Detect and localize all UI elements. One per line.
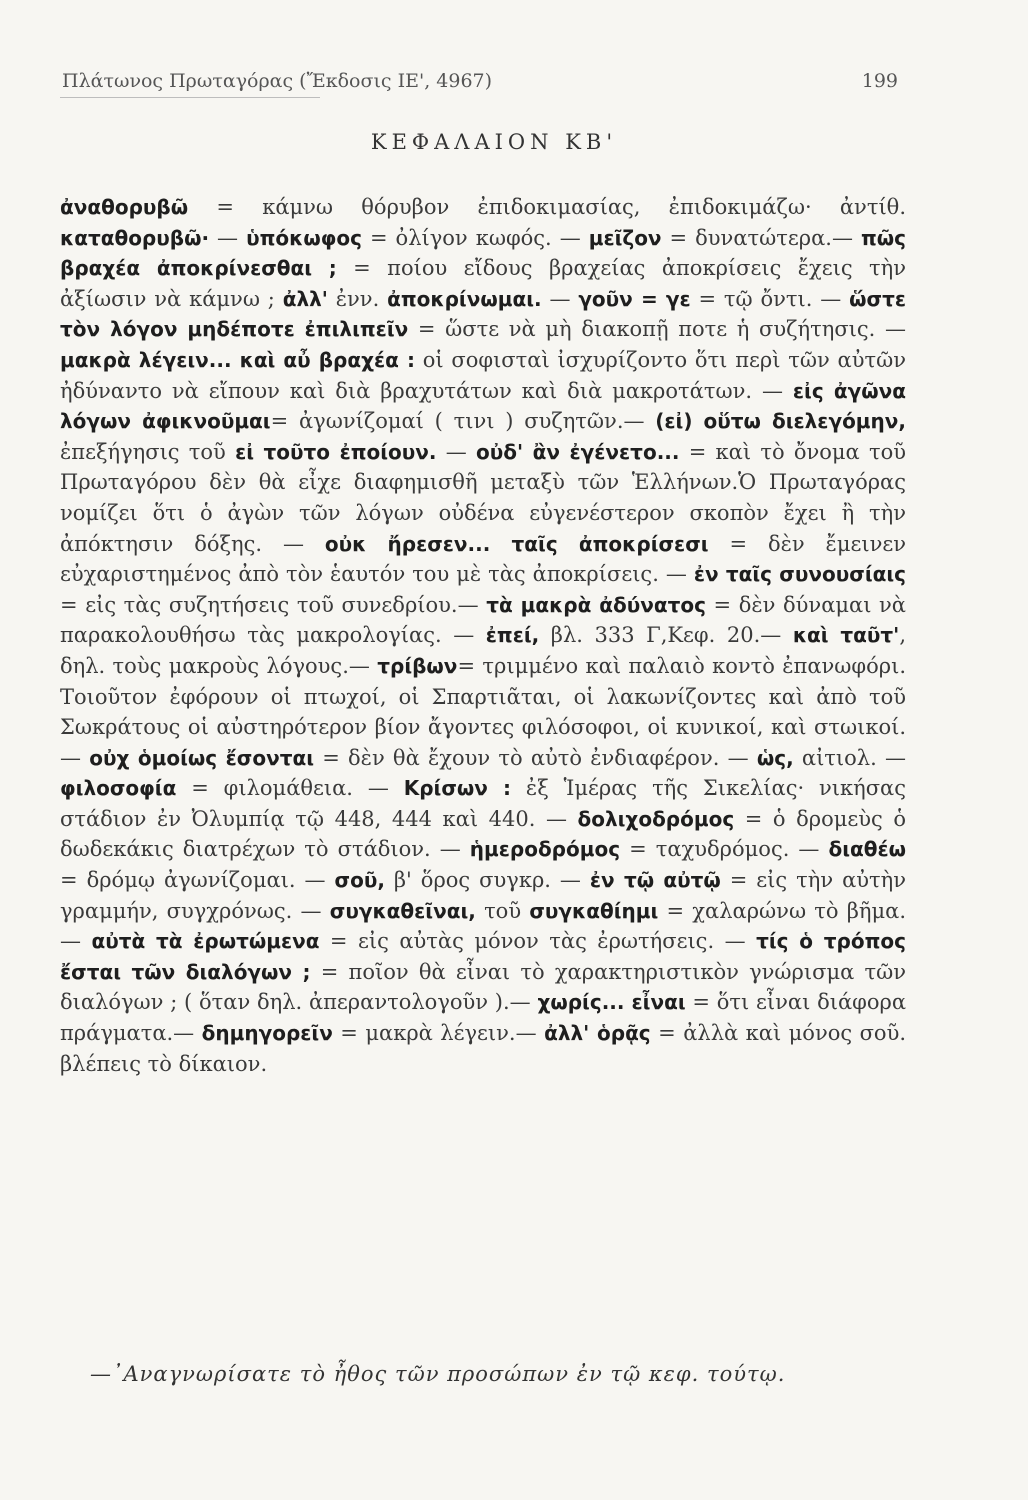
gloss: = εἰς τὰς συζητήσεις τοῦ συνεδρίου.— xyxy=(60,592,487,617)
gloss: = εἰς αὐτὰς μόνον τὰς ἐρωτήσεις. — xyxy=(319,929,757,954)
gloss: — xyxy=(436,439,477,464)
lemma: οὐκ ἤρεσεν... ταῖς ἀποκρίσεσι xyxy=(324,531,709,556)
gloss: βλ. 333 Γ,Κεφ. 20.— xyxy=(539,623,793,648)
gloss: = δὲν ἔμεινεν εὐχαριστημένος ἀπὸ τὸν ἑαυτόν του μὲ τὰς ἀποκρίσεις. — xyxy=(60,531,907,587)
gloss: = ἀγωνίζομαί ( τινι ) συζητῶν.— xyxy=(270,409,656,434)
gloss: = ἀλλὰ καὶ μόνος σοῦ. βλέπεις τὸ δίκαιον. xyxy=(60,1021,907,1076)
gloss: = καὶ τὸ ὄνομα τοῦ Πρωταγόρου δὲν θὰ εἶχε διαφημισθῆ μεταξὺ τῶν Ἑλλήνων.Ὁ Πρωταγόρας νομίζει ὅτι ὁ ἀγὼν τῶν λόγων οὐδένα εὐγενέστερον σκοπὸν ἔχει ἢ τὴν ἀπόκτησιν δόξης. — xyxy=(60,439,906,556)
chapter-title: ΚΕΦΑΛΑΙΟΝ ΚΒ' xyxy=(370,130,618,154)
gloss: = δὲν δύναμαι νὰ παρακολουθήσω τὰς μακρολογίας. — xyxy=(60,592,906,648)
lemma: τὰ μακρὰ ἀδύνατος xyxy=(486,592,706,617)
gloss: = δυνατώτερα.— xyxy=(661,225,861,250)
lemma: εἰς ἀγῶνα λόγων ἀφικνοῦμαι xyxy=(60,378,906,434)
lemma: οὐχ ὁμοίως ἔσονται xyxy=(89,745,314,770)
lemma: συγκαθεῖναι, xyxy=(329,898,476,923)
lemma: καταθορυβῶ· xyxy=(60,225,210,250)
gloss: = τῷ ὄντι. — xyxy=(690,286,850,311)
lemma: γοῦν = γε xyxy=(578,286,691,311)
gloss: = ὅτι εἶναι διάφορα πράγματα.— xyxy=(60,990,907,1046)
running-title: Πλάτωνος Πρωταγόρας (Ἔκδοσις ΙΕ', 4967) xyxy=(62,70,493,92)
lemma: τρίβων xyxy=(377,653,458,678)
gloss: = κάμνω θόρυβον ἐπιδοκιμασίας, ἐπιδοκιμάζω· ἀντίθ. xyxy=(188,195,906,219)
lemma: ὡς, xyxy=(756,745,794,770)
gloss: = δρόμῳ ἀγωνίζομαι. — xyxy=(60,868,335,893)
lemma: ἀποκρίνωμαι. xyxy=(387,286,542,311)
gloss: = ὥστε νὰ μὴ διακοπῇ ποτε ἡ συζήτησις. — xyxy=(408,317,906,342)
page-number: 199 xyxy=(861,70,898,92)
lemma: μεῖζον xyxy=(588,225,662,250)
lemma: ἀλλ' ὁρᾷς xyxy=(544,1021,651,1046)
lemma: μακρὰ λέγειν... καὶ αὖ βραχέα : xyxy=(60,347,415,372)
lemma: χωρίς... εἶναι xyxy=(537,990,686,1015)
gloss: = ὁ δρομεὺς ὁ δωδεκάκις διατρέχων τὸ στάδιον. — xyxy=(60,806,906,862)
lemma: δολιχοδρόμος xyxy=(577,806,735,831)
gloss: = χαλαρώνω τὸ βῆμα. — xyxy=(60,898,906,954)
gloss: = ταχυδρόμος. — xyxy=(620,837,829,862)
gloss: , δηλ. τοὺς μακροὺς λόγους.— xyxy=(60,623,906,678)
lemma: ἡμεροδρόμος xyxy=(469,837,621,862)
lemma: ὑπόκωφος xyxy=(246,225,362,250)
lemma: φιλοσοφία xyxy=(60,776,177,801)
lemma: εἰ τοῦτο ἐποίουν. xyxy=(235,439,437,464)
lemma: συγκαθίημι xyxy=(529,898,659,923)
commentary-paragraph xyxy=(60,192,906,1079)
gloss: αἰτιολ. — xyxy=(793,745,907,770)
lemma: δημηγορεῖν xyxy=(201,1021,333,1046)
lemma: ἐν ταῖς συνουσίαις xyxy=(693,562,907,587)
lemma: ἀλλ' xyxy=(282,286,328,311)
lemma: ἐν τῷ αὐτῷ xyxy=(589,868,721,893)
gloss: = μακρὰ λέγειν.— xyxy=(332,1021,545,1046)
gloss: ἐνν. xyxy=(327,286,388,311)
lemma: αὐτὰ τὰ ἐρωτώμενα xyxy=(91,929,320,954)
lemma: διαθέω xyxy=(828,837,906,862)
page-header xyxy=(62,70,898,92)
gloss: τοῦ xyxy=(475,898,530,923)
lemma: πῶς βραχέα ἀποκρίνεσθαι ; xyxy=(60,225,907,281)
gloss: = δὲν θὰ ἔχουν τὸ αὐτὸ ἐνδιαφέρον. — xyxy=(314,745,757,770)
lemma: (εἰ) οὕτω διελεγόμην, xyxy=(655,409,906,434)
gloss: = τριμμένο καὶ παλαιὸ κοντὸ ἐπανωφόρι. Τοιοῦτον ἐφόρουν οἱ πτωχοί, οἱ Σπαρτιᾶται, οἱ λακωνίζοντες καὶ ἀπὸ τοῦ Σωκράτους οἱ αὐστηρότερον βίον ἄγοντες φιλόσοφοι, οἱ κυνικοί, καὶ στωικοί. — xyxy=(60,653,906,770)
gloss: ἐπεξήγησις τοῦ xyxy=(60,439,236,464)
gloss: ἐξ Ἱμέρας τῆς Σικελίας· νικήσας στάδιον ἐν Ὀλυμπίᾳ τῷ 448, 444 καὶ 440. — xyxy=(60,776,906,831)
lemma: καὶ ταῦτ' xyxy=(792,623,900,648)
lemma: ἀναθορυβῶ xyxy=(60,195,189,219)
gloss: = ποίου εἴδους βραχείας ἀποκρίσεις ἔχεις τὴν ἀξίωσιν νὰ κάμνω ; xyxy=(60,256,906,311)
gloss: — xyxy=(541,286,579,311)
gloss: οἱ σοφισταὶ ἰσχυρίζοντο ὅτι περὶ τῶν αὐτῶν ἠδύναντο νὰ εἴπουν καὶ διὰ βραχυτάτων καὶ διὰ μακροτάτων. — xyxy=(60,347,906,403)
commentary-block xyxy=(60,192,906,1079)
gloss: = ὀλίγον κωφός. — xyxy=(361,225,589,250)
lemma: ὥστε τὸν λόγον μηδέποτε ἐπιλιπεῖν xyxy=(60,286,907,342)
gloss: β' ὅρος συγκρ. — xyxy=(384,868,590,893)
lemma: τίς ὁ τρόπος ἔσται τῶν διαλόγων ; xyxy=(60,929,906,984)
lemma: οὐδ' ἂν ἐγένετο... xyxy=(476,439,680,464)
exercise-prompt: —᾿Αναγνωρίσατε τὸ ἦθος τῶν προσώπων ἐν τῷ κεφ. τούτῳ. xyxy=(90,1362,786,1386)
lemma: Κρίσων : xyxy=(403,776,512,801)
lemma: ἐπεί, xyxy=(485,623,540,648)
gloss: = ποῖον θὰ εἶναι τὸ χαρακτηριστικὸν γνώρισμα τῶν διαλόγων ; ( ὅταν δηλ. ἀπεραντολογοῦν ).— xyxy=(60,959,906,1015)
gloss: — xyxy=(209,225,247,250)
gloss: = εἰς τὴν αὐτὴν γραμμήν, συγχρόνως. — xyxy=(60,868,906,923)
gloss: = φιλομάθεια. — xyxy=(176,776,404,801)
lemma: σοῦ, xyxy=(334,868,385,893)
header-rule xyxy=(60,97,320,98)
